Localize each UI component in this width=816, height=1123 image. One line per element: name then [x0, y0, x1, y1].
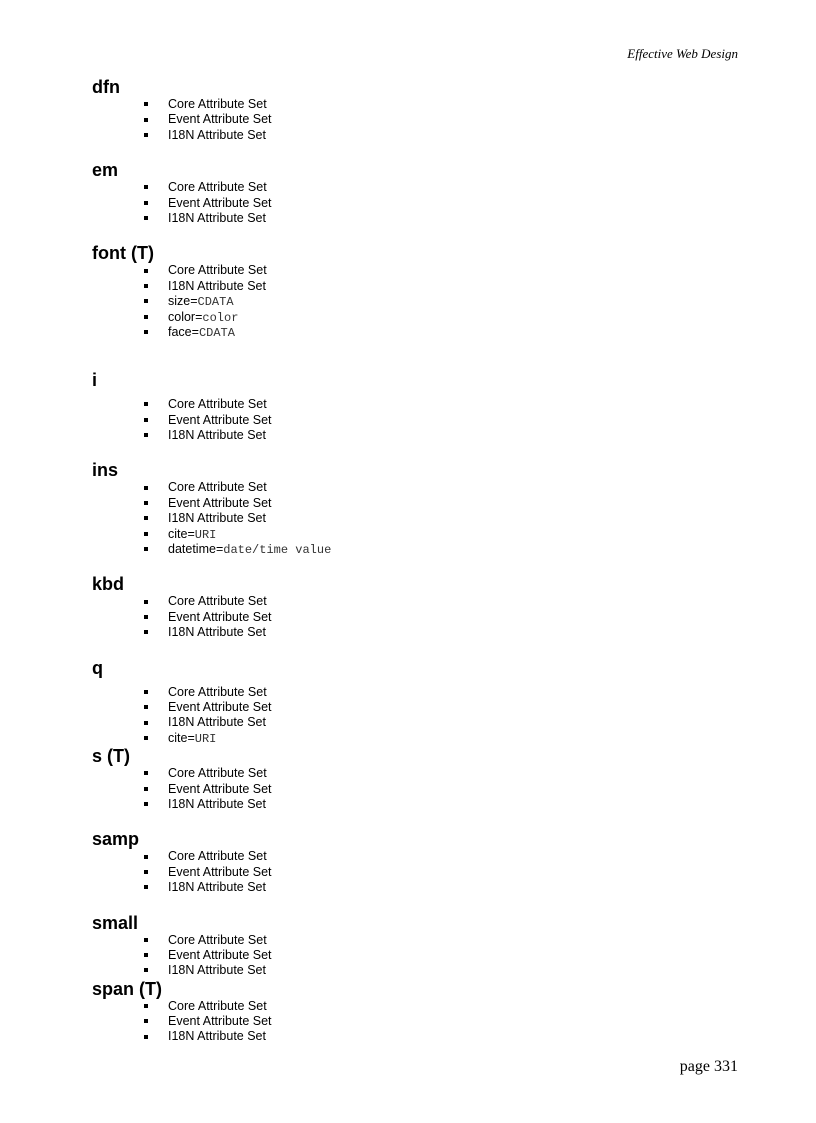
attribute-item: [92, 685, 742, 700]
element-tag-heading: span (T): [92, 978, 162, 999]
element-tag-heading: em: [92, 160, 119, 181]
element-tag-heading: dfn: [92, 77, 120, 97]
attribute-item: [92, 279, 742, 294]
attribute-name: Event Attribute Set: [168, 781, 272, 796]
element-tag-heading: ins: [92, 460, 119, 481]
element-entry: [92, 160, 742, 243]
attribute-item: [92, 700, 742, 715]
square-bullet-icon: [144, 216, 148, 220]
square-bullet-icon: [144, 402, 148, 406]
square-bullet-icon: [144, 547, 148, 551]
attribute-list: [92, 397, 742, 443]
attribute-name: Core Attribute Set: [168, 180, 267, 195]
attribute-name: I18N Attribute Set: [168, 625, 266, 640]
square-bullet-icon: [144, 501, 148, 505]
attribute-item: [92, 413, 742, 428]
square-bullet-icon: [144, 330, 148, 334]
element-tag-heading: i: [92, 370, 98, 391]
attribute-name: cite=: [168, 526, 195, 541]
attribute-list: [92, 999, 742, 1045]
square-bullet-icon: [144, 1019, 148, 1023]
element-entry: [92, 574, 742, 657]
attribute-name: I18N Attribute Set: [168, 278, 266, 293]
square-bullet-icon: [144, 855, 148, 859]
attribute-item: [92, 610, 742, 625]
attribute-item: [92, 496, 742, 511]
attribute-name: Core Attribute Set: [168, 998, 267, 1013]
attribute-value: CDATA: [197, 295, 234, 310]
attribute-name: Core Attribute Set: [168, 766, 267, 781]
element-tag-heading: q: [92, 657, 103, 678]
attribute-item: [92, 428, 742, 443]
attribute-name: I18N Attribute Set: [168, 796, 266, 811]
square-bullet-icon: [144, 736, 148, 740]
attribute-item: [92, 766, 742, 781]
square-bullet-icon: [144, 968, 148, 972]
attribute-name: datetime=: [168, 542, 224, 557]
attribute-list: [92, 480, 742, 557]
attribute-name: I18N Attribute Set: [168, 880, 266, 895]
attribute-item: [92, 731, 742, 746]
attribute-name: Event Attribute Set: [168, 412, 272, 427]
attribute-value: URI: [194, 731, 217, 746]
attribute-name: Core Attribute Set: [168, 849, 267, 864]
section-spacer: [92, 641, 742, 658]
attribute-item: [92, 294, 742, 309]
square-bullet-icon: [144, 690, 148, 694]
square-bullet-icon: [144, 705, 148, 709]
attribute-name: Core Attribute Set: [168, 97, 267, 111]
element-attribute-list: [92, 77, 742, 1045]
attribute-name: I18N Attribute Set: [168, 1029, 266, 1044]
element-entry: [92, 460, 742, 574]
attribute-item: [92, 797, 742, 812]
attribute-item: [92, 196, 742, 211]
attribute-name: Core Attribute Set: [168, 594, 267, 609]
element-entry: [92, 913, 742, 979]
attribute-item: [92, 263, 742, 278]
square-bullet-icon: [144, 299, 148, 303]
square-bullet-icon: [144, 885, 148, 889]
element-tag-heading: samp: [92, 829, 140, 850]
attribute-item: [92, 128, 742, 143]
square-bullet-icon: [144, 600, 148, 604]
attribute-item: [92, 97, 742, 112]
square-bullet-icon: [144, 201, 148, 205]
attribute-value: URI: [194, 527, 217, 542]
square-bullet-icon: [144, 615, 148, 619]
attribute-name: I18N Attribute Set: [168, 963, 266, 978]
attribute-list: [92, 933, 742, 979]
attribute-item: [92, 880, 742, 895]
attribute-item: [92, 933, 742, 948]
attribute-item: [92, 527, 742, 542]
attribute-name: Event Attribute Set: [168, 864, 272, 879]
element-tag-heading: kbd: [92, 574, 125, 595]
square-bullet-icon: [144, 771, 148, 775]
attribute-item: [92, 211, 742, 226]
square-bullet-icon: [144, 418, 148, 422]
square-bullet-icon: [144, 284, 148, 288]
attribute-name: color=: [168, 309, 203, 324]
square-bullet-icon: [144, 802, 148, 806]
section-spacer: [92, 226, 742, 243]
attribute-item: [92, 625, 742, 640]
attribute-item: [92, 715, 742, 730]
attribute-name: Event Attribute Set: [168, 1014, 272, 1029]
attribute-name: Event Attribute Set: [168, 112, 272, 127]
attribute-item: [92, 480, 742, 495]
square-bullet-icon: [144, 102, 148, 106]
element-entry: [92, 658, 742, 747]
element-tag-heading: small: [92, 912, 139, 933]
attribute-name: cite=: [168, 730, 195, 745]
attribute-name: Event Attribute Set: [168, 947, 272, 962]
square-bullet-icon: [144, 630, 148, 634]
attribute-value: date/time value: [223, 543, 332, 558]
square-bullet-icon: [144, 938, 148, 942]
element-entry: [92, 979, 742, 1045]
attribute-name: I18N Attribute Set: [168, 210, 266, 225]
attribute-name: Event Attribute Set: [168, 495, 272, 510]
square-bullet-icon: [144, 433, 148, 437]
attribute-list: [92, 594, 742, 640]
attribute-item: [92, 310, 742, 325]
attribute-name: I18N Attribute Set: [168, 127, 266, 142]
attribute-item: [92, 999, 742, 1014]
section-spacer: [92, 443, 742, 460]
element-entry: [92, 243, 742, 370]
square-bullet-icon: [144, 185, 148, 189]
attribute-value: color: [202, 310, 239, 325]
square-bullet-icon: [144, 532, 148, 536]
square-bullet-icon: [144, 870, 148, 874]
attribute-item: [92, 112, 742, 127]
section-spacer: [92, 896, 742, 913]
page-number: page 331: [679, 1058, 738, 1075]
section-spacer: [92, 340, 742, 370]
square-bullet-icon: [144, 1035, 148, 1039]
attribute-list: [92, 766, 742, 812]
attribute-name: Core Attribute Set: [168, 480, 267, 495]
attribute-item: [92, 594, 742, 609]
element-tag-heading: s (T): [92, 746, 130, 767]
section-spacer: [92, 557, 742, 574]
square-bullet-icon: [144, 1004, 148, 1008]
attribute-item: [92, 782, 742, 797]
attribute-item: [92, 1014, 742, 1029]
section-spacer: [92, 143, 742, 160]
square-bullet-icon: [144, 787, 148, 791]
attribute-item: [92, 511, 742, 526]
attribute-list: [92, 97, 742, 143]
attribute-name: Core Attribute Set: [168, 397, 267, 412]
attribute-item: [92, 325, 742, 340]
attribute-name: I18N Attribute Set: [168, 715, 266, 730]
attribute-item: [92, 542, 742, 557]
attribute-list: [92, 849, 742, 895]
square-bullet-icon: [144, 315, 148, 319]
square-bullet-icon: [144, 118, 148, 122]
square-bullet-icon: [144, 516, 148, 520]
attribute-name: face=: [168, 324, 199, 339]
attribute-name: I18N Attribute Set: [168, 511, 266, 526]
square-bullet-icon: [144, 486, 148, 490]
attribute-item: [92, 397, 742, 412]
attribute-list: [92, 685, 742, 747]
attribute-name: Event Attribute Set: [168, 195, 272, 210]
attribute-item: [92, 865, 742, 880]
element-entry: [92, 77, 742, 160]
attribute-name: Core Attribute Set: [168, 932, 267, 947]
attribute-value: CDATA: [198, 325, 235, 340]
attribute-name: Event Attribute Set: [168, 609, 272, 624]
attribute-item: [92, 948, 742, 963]
square-bullet-icon: [144, 953, 148, 957]
element-entry: [92, 829, 742, 912]
square-bullet-icon: [144, 721, 148, 725]
attribute-item: [92, 849, 742, 864]
attribute-name: I18N Attribute Set: [168, 428, 266, 443]
square-bullet-icon: [144, 133, 148, 137]
attribute-item: [92, 180, 742, 195]
attribute-list: [92, 263, 742, 340]
attribute-name: size=: [168, 294, 198, 309]
element-entry: [92, 370, 742, 460]
running-header: Effective Web Design: [627, 46, 738, 61]
element-tag-heading: font (T): [92, 243, 154, 264]
attribute-name: Event Attribute Set: [168, 699, 272, 714]
attribute-item: [92, 1029, 742, 1044]
attribute-name: Core Attribute Set: [168, 684, 267, 699]
section-spacer: [92, 812, 742, 829]
attribute-item: [92, 963, 742, 978]
square-bullet-icon: [144, 269, 148, 273]
attribute-list: [92, 180, 742, 226]
element-entry: [92, 746, 742, 829]
attribute-name: Core Attribute Set: [168, 263, 267, 278]
